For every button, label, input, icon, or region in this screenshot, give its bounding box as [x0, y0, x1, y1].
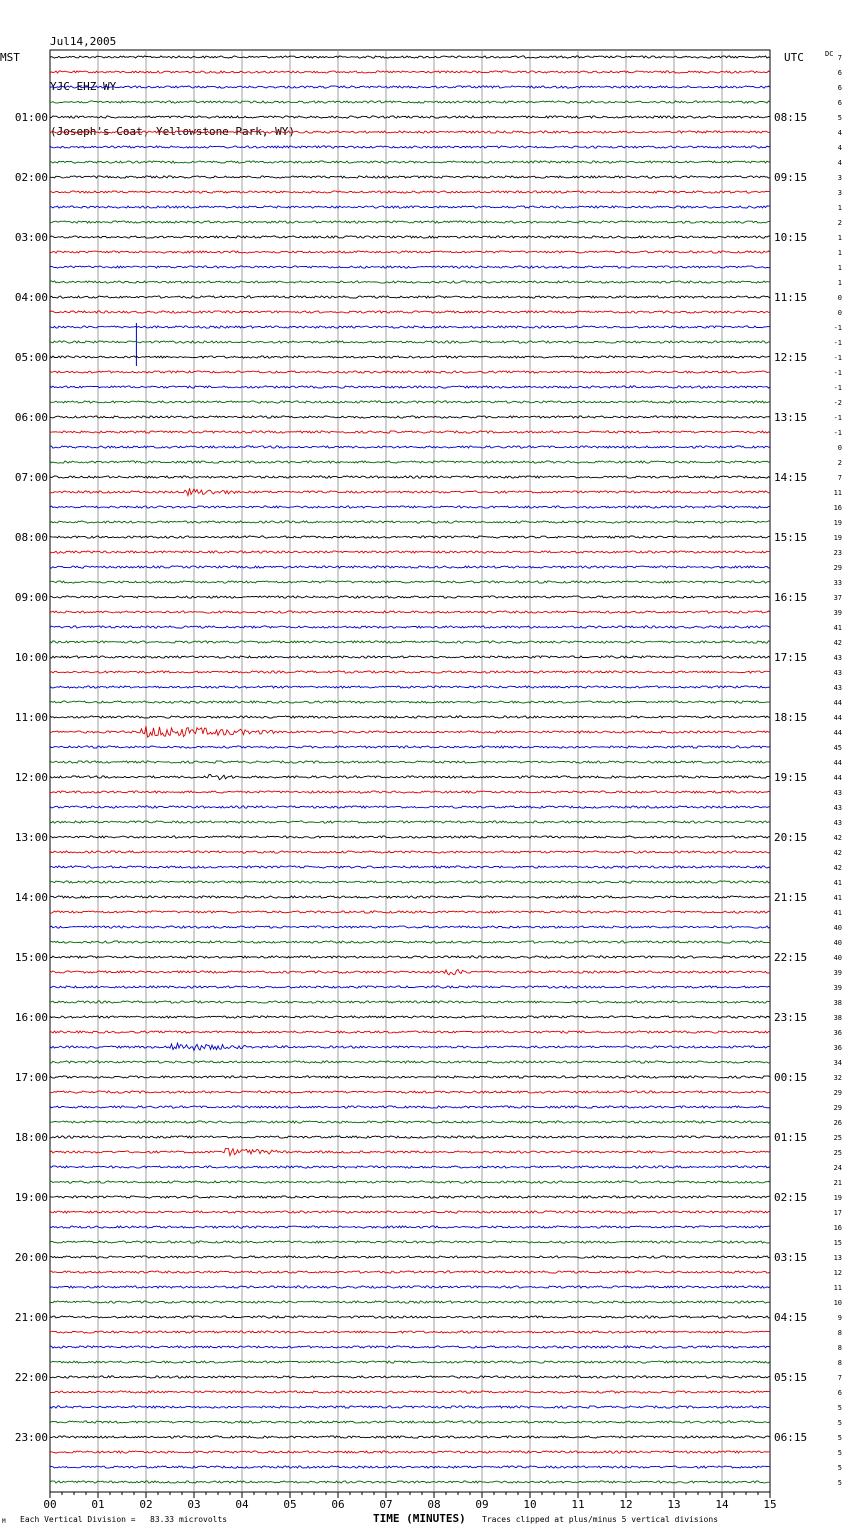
trace-line [50, 326, 770, 328]
dc-offset-label: 8 [837, 1344, 842, 1352]
trace-line [50, 581, 770, 583]
dc-offset-label: 33 [833, 579, 842, 587]
right-hour-label: 22:15 [774, 951, 808, 964]
right-hour-label: 00:15 [774, 1071, 808, 1084]
left-hour-label: 21:00 [14, 1311, 48, 1324]
trace-line [50, 86, 770, 88]
trace-line [50, 596, 770, 598]
trace-line [50, 866, 770, 868]
trace-line [50, 656, 770, 658]
trace-line [50, 236, 770, 238]
right-hour-label: 18:15 [774, 711, 808, 724]
dc-offset-label: 42 [833, 834, 842, 842]
dc-offset-label: 44 [833, 759, 842, 767]
x-tick-label: 12 [619, 1498, 633, 1511]
trace-line [50, 1121, 770, 1123]
dc-offset-label: 43 [833, 684, 842, 692]
trace-line [50, 221, 770, 223]
trace-line [50, 266, 770, 268]
x-tick-label: 08 [427, 1498, 441, 1511]
x-tick-label: 04 [235, 1498, 249, 1511]
dc-offset-label: 6 [837, 84, 842, 92]
right-hour-label: 13:15 [774, 411, 808, 424]
dc-offset-label: 43 [833, 669, 842, 677]
dc-offset-label: 44 [833, 714, 842, 722]
trace-line [50, 281, 770, 283]
dc-offset-label: 1 [837, 279, 842, 287]
trace-line [50, 101, 770, 103]
dc-offset-label: 34 [833, 1059, 842, 1067]
trace-line [50, 1466, 770, 1468]
right-hour-label: 06:15 [774, 1431, 808, 1444]
left-hour-label: 06:00 [14, 411, 48, 424]
right-hour-label: 21:15 [774, 891, 808, 904]
trace-line [50, 986, 770, 988]
dc-offset-label: 5 [837, 114, 842, 122]
right-hour-label: 08:15 [774, 111, 808, 124]
trace-line [50, 371, 770, 373]
trace-line [50, 806, 770, 808]
trace-line [50, 176, 770, 178]
trace-line [50, 1316, 770, 1318]
trace-line [50, 821, 770, 823]
trace-line [50, 701, 770, 703]
dc-offset-label: 1 [837, 234, 842, 242]
left-hour-label: 12:00 [14, 771, 48, 784]
left-hour-label: 19:00 [14, 1191, 48, 1204]
left-hour-label: 17:00 [14, 1071, 48, 1084]
trace-line [50, 611, 770, 613]
dc-offset-label: 43 [833, 789, 842, 797]
dc-offset-label: 10 [833, 1299, 842, 1307]
right-hour-label: 15:15 [774, 531, 808, 544]
trace-line [50, 911, 770, 913]
dc-offset-label: 7 [837, 474, 842, 482]
dc-offset-label: 24 [833, 1164, 842, 1172]
dc-offset-label: 38 [833, 999, 842, 1007]
dc-offset-label: -1 [833, 354, 842, 362]
trace-line [50, 551, 770, 553]
dc-offset-label: 3 [837, 174, 842, 182]
dc-offset-label: 5 [837, 1449, 842, 1457]
trace-line [50, 969, 770, 974]
dc-offset-label: 37 [833, 594, 842, 602]
left-hour-label: 03:00 [14, 231, 48, 244]
trace-lines [50, 56, 770, 1483]
trace-line [50, 746, 770, 748]
trace-line [50, 1148, 770, 1155]
trace-line [50, 1421, 770, 1423]
dc-offset-label: 17 [833, 1209, 842, 1217]
trace-line [50, 1331, 770, 1333]
dc-offset-label: 39 [833, 984, 842, 992]
dc-offset-label: 39 [833, 969, 842, 977]
dc-offset-label: 25 [833, 1134, 842, 1142]
trace-line [50, 191, 770, 193]
dc-offset-label: 26 [833, 1119, 842, 1127]
trace-line [50, 1436, 770, 1438]
dc-offset-label: 38 [833, 1014, 842, 1022]
trace-line [50, 131, 770, 133]
dc-offset-label: 7 [837, 54, 842, 62]
dc-offset-label: 25 [833, 1149, 842, 1157]
dc-offset-label: 5 [837, 1434, 842, 1442]
dc-offset-label: 11 [833, 489, 842, 497]
trace-line [50, 296, 770, 298]
trace-line [50, 521, 770, 523]
trace-line [50, 356, 770, 358]
trace-line [50, 206, 770, 208]
trace-line [50, 716, 770, 718]
dc-offset-label: 40 [833, 954, 842, 962]
dc-offset-label: 5 [837, 1479, 842, 1487]
trace-line [50, 1001, 770, 1003]
trace-line [50, 386, 770, 388]
trace-line [50, 446, 770, 448]
dc-offset-label: 23 [833, 549, 842, 557]
x-axis-title: TIME (MINUTES) [373, 1512, 466, 1525]
dc-offset-label: 0 [837, 309, 842, 317]
dc-offset-label: 4 [837, 129, 842, 137]
dc-offset-label: 44 [833, 699, 842, 707]
left-hour-label: 13:00 [14, 831, 48, 844]
right-hour-label: 12:15 [774, 351, 808, 364]
x-tick-label: 03 [187, 1498, 201, 1511]
right-hour-label: 02:15 [774, 1191, 808, 1204]
dc-offset-label: 15 [833, 1239, 842, 1247]
x-tick-label: 02 [139, 1498, 153, 1511]
right-hour-label: 14:15 [774, 471, 808, 484]
dc-offset-label: 16 [833, 504, 842, 512]
dc-offset-label: 29 [833, 1104, 842, 1112]
dc-offset-label: 41 [833, 879, 842, 887]
dc-offset-label: 42 [833, 849, 842, 857]
trace-line [50, 1376, 770, 1378]
x-tick-label: 06 [331, 1498, 345, 1511]
trace-line [50, 671, 770, 673]
dc-offset-label: -1 [833, 324, 842, 332]
left-hour-label: 15:00 [14, 951, 48, 964]
trace-line [50, 726, 770, 737]
trace-line [50, 1106, 770, 1108]
corner-mark: M [2, 1518, 6, 1525]
trace-line [50, 1016, 770, 1018]
dc-offset-label: 40 [833, 924, 842, 932]
trace-line [50, 1226, 770, 1228]
trace-line [50, 488, 770, 495]
left-hour-label: 09:00 [14, 591, 48, 604]
left-hour-label: 20:00 [14, 1251, 48, 1264]
trace-line [50, 311, 770, 313]
dc-offset-label: 29 [833, 1089, 842, 1097]
dc-offset-label: 42 [833, 639, 842, 647]
dc-offset-label: -1 [833, 429, 842, 437]
trace-line [50, 1211, 770, 1213]
right-hour-label: 03:15 [774, 1251, 808, 1264]
dc-offset-label: 6 [837, 69, 842, 77]
trace-line [50, 1481, 770, 1483]
trace-line [50, 341, 770, 343]
dc-offset-label: 5 [837, 1404, 842, 1412]
right-hour-label: 19:15 [774, 771, 808, 784]
dc-offset-label: 5 [837, 1464, 842, 1472]
dc-offset-label: 4 [837, 144, 842, 152]
trace-line [50, 1361, 770, 1363]
trace-line [50, 116, 770, 118]
x-tick-label: 10 [523, 1498, 537, 1511]
trace-line [50, 71, 770, 73]
trace-line [50, 896, 770, 898]
trace-line [50, 146, 770, 148]
x-tick-label: 01 [91, 1498, 105, 1511]
x-tick-label: 11 [571, 1498, 585, 1511]
dc-offset-label: 42 [833, 864, 842, 872]
trace-line [50, 1271, 770, 1273]
dc-offset-label: 5 [837, 1419, 842, 1427]
dc-offset-label: 19 [833, 1194, 842, 1202]
dc-offset-label: 7 [837, 1374, 842, 1382]
left-hour-label: 05:00 [14, 351, 48, 364]
trace-line [50, 401, 770, 403]
dc-offset-label: 32 [833, 1074, 842, 1082]
right-hour-label: 05:15 [774, 1371, 808, 1384]
dc-offset-label: -1 [833, 384, 842, 392]
dc-offset-label: 2 [837, 219, 842, 227]
chart-date: Jul14,2005 [50, 35, 117, 48]
trace-line [50, 1406, 770, 1408]
right-hour-label: 11:15 [774, 291, 808, 304]
right-hour-label: 16:15 [774, 591, 808, 604]
right-timezone-label: UTC [784, 51, 804, 64]
dc-offset-label: -1 [833, 339, 842, 347]
left-hour-label: 22:00 [14, 1371, 48, 1384]
station-name: YJC EHZ WY [50, 80, 117, 93]
dc-offset-label: 41 [833, 909, 842, 917]
trace-line [50, 775, 770, 780]
trace-line [50, 461, 770, 463]
dc-offset-label: 8 [837, 1359, 842, 1367]
dc-offset-label: 19 [833, 534, 842, 542]
x-tick-label: 00 [43, 1498, 57, 1511]
dc-offset-label: 13 [833, 1254, 842, 1262]
dc-offset-label: 1 [837, 264, 842, 272]
right-hour-label: 23:15 [774, 1011, 808, 1024]
dc-offset-label: 43 [833, 654, 842, 662]
dc-offset-label: 29 [833, 564, 842, 572]
dc-offset-label: -1 [833, 369, 842, 377]
axis-labels [0, 50, 842, 1511]
left-hour-label: 23:00 [14, 1431, 48, 1444]
trace-line [50, 1061, 770, 1063]
dc-offset-label: 40 [833, 939, 842, 947]
trace-line [50, 1196, 770, 1198]
trace-line [50, 1256, 770, 1258]
dc-offset-label: 6 [837, 99, 842, 107]
x-tick-label: 15 [763, 1498, 777, 1511]
trace-line [50, 431, 770, 433]
dc-offset-label: 2 [837, 459, 842, 467]
dc-offset-label: 8 [837, 1329, 842, 1337]
trace-line [50, 506, 770, 508]
trace-line [50, 1346, 770, 1348]
dc-offset-label: 44 [833, 729, 842, 737]
trace-line [50, 956, 770, 958]
left-timezone-label: MST [0, 51, 20, 64]
trace-line [50, 1136, 770, 1138]
left-hour-label: 11:00 [14, 711, 48, 724]
right-hour-label: 01:15 [774, 1131, 808, 1144]
trace-line [50, 761, 770, 763]
trace-line [50, 1451, 770, 1453]
trace-line [50, 1301, 770, 1303]
left-hour-label: 08:00 [14, 531, 48, 544]
trace-line [50, 836, 770, 838]
dc-offset-label: 4 [837, 159, 842, 167]
trace-line [50, 1031, 770, 1033]
trace-line [50, 1241, 770, 1243]
x-tick-label: 14 [715, 1498, 729, 1511]
dc-offset-label: 39 [833, 609, 842, 617]
trace-line [50, 686, 770, 688]
trace-line [50, 926, 770, 928]
dc-offset-label: 1 [837, 249, 842, 257]
dc-offset-label: 9 [837, 1314, 842, 1322]
dc-offset-label: 41 [833, 624, 842, 632]
dc-offset-label: 3 [837, 189, 842, 197]
trace-line [50, 1091, 770, 1093]
dc-offset-label: 45 [833, 744, 842, 752]
left-hour-label: 02:00 [14, 171, 48, 184]
division-note: Each Vertical Division = 83.33 microvolts [20, 1515, 228, 1524]
left-hour-label: 14:00 [14, 891, 48, 904]
clip-note: Traces clipped at plus/minus 5 vertical divisions [482, 1515, 719, 1524]
trace-line [50, 251, 770, 253]
trace-line [50, 1043, 770, 1050]
dc-offset-label: 44 [833, 774, 842, 782]
left-hour-label: 01:00 [14, 111, 48, 124]
x-tick-label: 07 [379, 1498, 393, 1511]
x-tick-label: 09 [475, 1498, 489, 1511]
dc-offset-label: -1 [833, 414, 842, 422]
trace-line [50, 161, 770, 163]
dc-offset-label: 11 [833, 1284, 842, 1292]
trace-line [50, 416, 770, 418]
trace-line [50, 851, 770, 853]
dc-offset-label: 41 [833, 894, 842, 902]
dc-offset-label: 36 [833, 1029, 842, 1037]
left-hour-label: 07:00 [14, 471, 48, 484]
right-hour-label: 09:15 [774, 171, 808, 184]
trace-line [50, 56, 770, 58]
trace-line [50, 1166, 770, 1168]
right-hour-label: 20:15 [774, 831, 808, 844]
right-hour-label: 10:15 [774, 231, 808, 244]
trace-line [50, 476, 770, 478]
trace-line [50, 881, 770, 883]
dc-offset-label: 6 [837, 1389, 842, 1397]
station-location: (Joseph's Coat, Yellowstone Park, WY) [50, 125, 296, 138]
dc-heading: DC [825, 50, 834, 58]
trace-line [50, 566, 770, 568]
dc-offset-label: 21 [833, 1179, 842, 1187]
right-hour-label: 04:15 [774, 1311, 808, 1324]
x-tick-label: 13 [667, 1498, 681, 1511]
left-hour-label: 16:00 [14, 1011, 48, 1024]
dc-offset-label: 43 [833, 819, 842, 827]
left-hour-label: 10:00 [14, 651, 48, 664]
dc-offset-label: 0 [837, 294, 842, 302]
dc-offset-label: 16 [833, 1224, 842, 1232]
trace-line [50, 1181, 770, 1183]
dc-offset-label: 0 [837, 444, 842, 452]
trace-line [50, 641, 770, 643]
trace-line [50, 941, 770, 943]
right-hour-label: 17:15 [774, 651, 808, 664]
trace-line [50, 536, 770, 538]
dc-offset-label: 36 [833, 1044, 842, 1052]
dc-offset-label: 19 [833, 519, 842, 527]
dc-offset-label: 43 [833, 804, 842, 812]
dc-offset-label: 12 [833, 1269, 842, 1277]
dc-offset-label: 1 [837, 204, 842, 212]
left-hour-label: 04:00 [14, 291, 48, 304]
left-hour-label: 18:00 [14, 1131, 48, 1144]
trace-line [50, 1076, 770, 1078]
trace-line [50, 791, 770, 793]
trace-line [50, 1286, 770, 1288]
trace-line [50, 1391, 770, 1393]
trace-line [50, 626, 770, 628]
x-tick-label: 05 [283, 1498, 297, 1511]
dc-offset-label: -2 [833, 399, 842, 407]
